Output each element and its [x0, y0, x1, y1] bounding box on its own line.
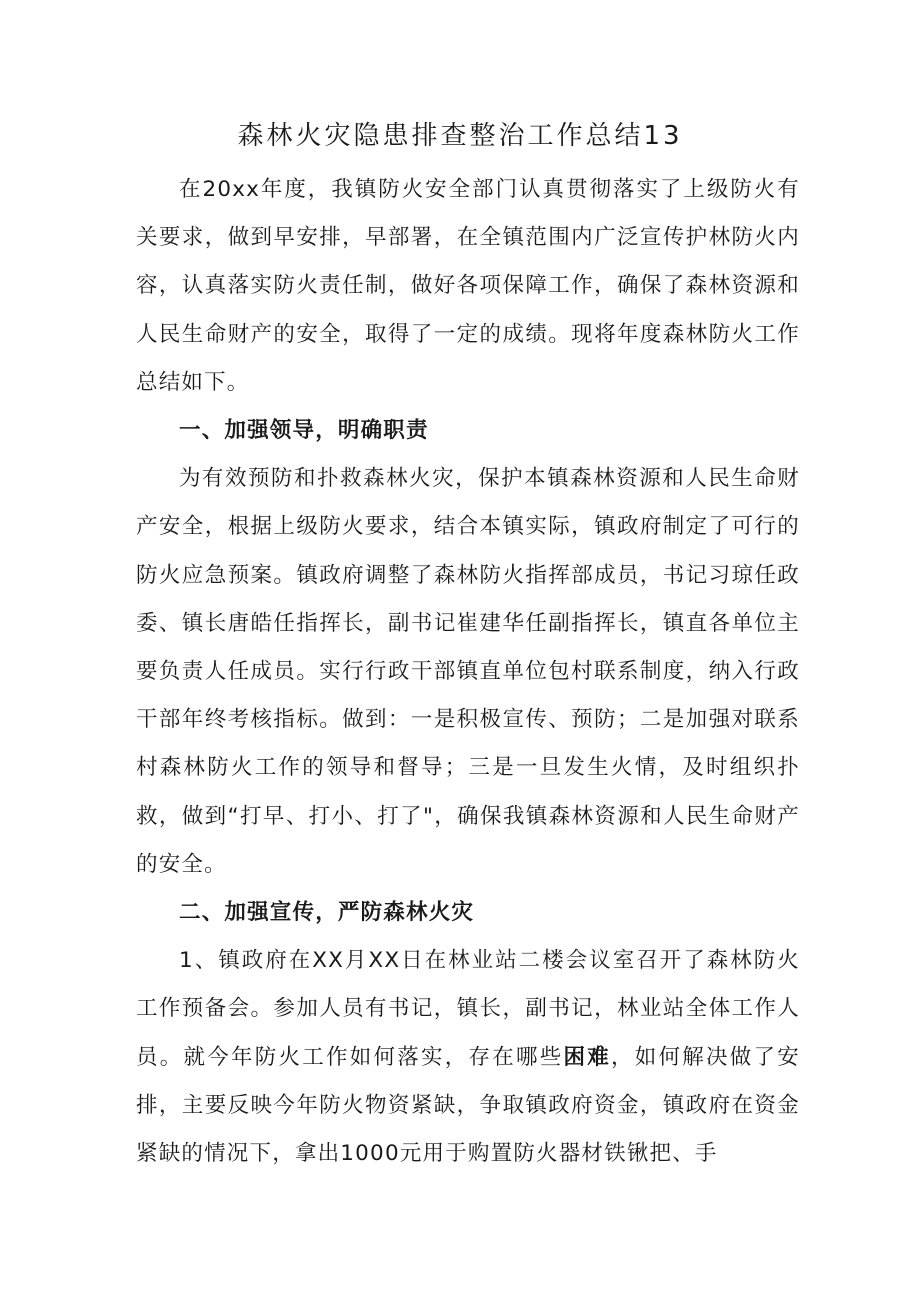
intro-paragraph: 在20xx年度，我镇防火安全部门认真贯彻落实了上级防火有关要求，做到早安排，早部署，在全镇范围内广泛宣传护林防火内容，认真落实防火责任制，做好各项保障工作，确保了森林资源和人民生命财产的安全，取得了一定的成绩。现将年度森林防火工作总结如下。 — [136, 177, 800, 395]
section-2-item-1-emphasis: 困难 — [563, 1044, 612, 1070]
document-title: 森林火灾隐患排查整治工作总结13 — [237, 121, 683, 151]
section-2-item-1-text-b: ，如何解决做了安排，主要反映今年防火物资紧缺，争取镇政府资金，镇政府在资金紧缺的情况下，拿出1000元用于购置防火器材铁锹把、手 — [136, 1044, 801, 1167]
section-2-item-1 — [136, 937, 800, 1178]
section-1-paragraph: 为有效预防和扑救森林火灾，保护本镇森林资源和人民生命财产安全，根据上级防火要求，结合本镇实际，镇政府制定了可行的防火应急预案。镇政府调整了森林防火指挥部成员，书记习琼任政委、镇长唐皓任指挥长，副书记崔建华任副指挥长，镇直各单位主要负责人任成员。实行行政干部镇直单位包村联系制度，纳入行政干部年终考核指标。做到：一是积极宣传、预防；二是加强对联系村森林防火工作的领导和督导；三是一旦发生火情，及时组织扑救，做到“打早、打小、打了"，确保我镇森林资源和人民生命财产的安全。 — [136, 466, 800, 877]
section-1-heading: 一、加强领导，明确职责 — [179, 418, 429, 444]
section-2-heading: 二、加强宣传，严防森林火灾 — [179, 900, 475, 926]
section-2-item-1-text-a: 1、镇政府在XX月XX日在林业站二楼会议室召开了森林防火工作预备会。参加人员有书记，镇长，副书记，林业站全体工作人员。就今年防火工作如何落实，存在哪些 — [136, 948, 800, 1070]
document-body — [136, 166, 800, 1178]
